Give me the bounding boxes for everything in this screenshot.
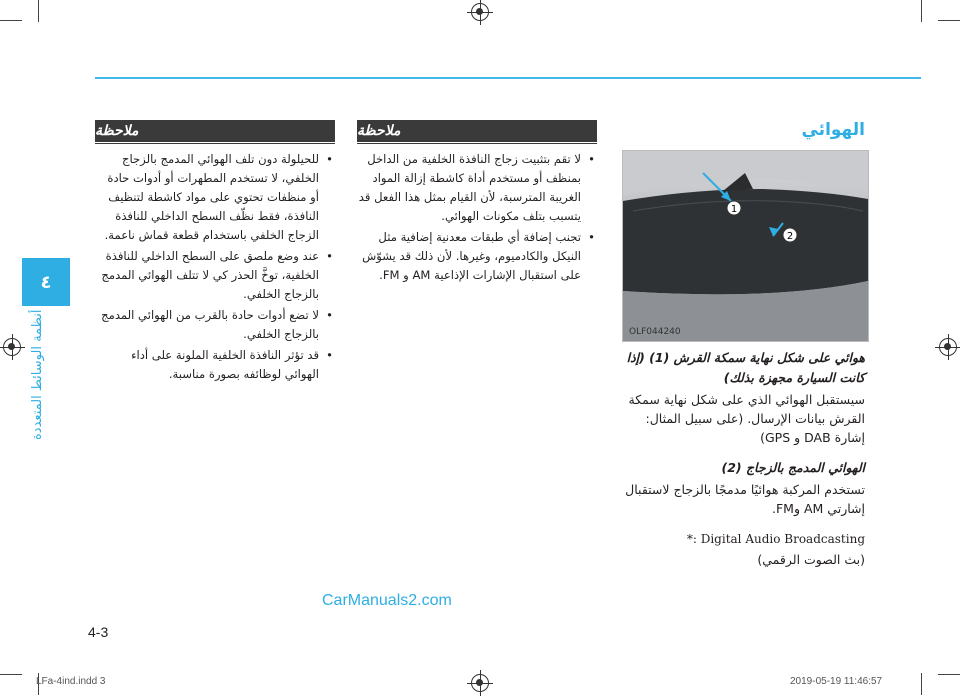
footnote-en: *: Digital Audio Broadcasting [686, 532, 865, 546]
date-slug: 2019-05-19 11:46:57 [790, 676, 883, 687]
note-list [357, 150, 597, 287]
crop-mark [0, 20, 22, 21]
rear-window-antenna-photo [622, 150, 869, 342]
registration-mark-icon [471, 674, 489, 692]
chapter-tab [22, 258, 70, 306]
photo-code: OLF044240 [629, 327, 681, 337]
list-item: • قد تؤثر النافذة الخلفية الملونة على أداء الهوائي لوظائفه بصورة مناسبة. [95, 346, 335, 384]
note-underline [95, 143, 335, 144]
crop-mark [938, 20, 960, 21]
list-item: • لا تضع أدوات حادة بالقرب من الهوائي المدمج بالزجاج الخلفي. [95, 306, 335, 344]
list-item: • عند وضع ملصق على السطح الداخلي للنافذة الخلفية، توخَّ الحذر كي لا تتلف الهوائي المدمج بالزجاج الخلفي. [95, 247, 335, 304]
item1-title: هوائي على شكل نهاية سمكة القرش (1) (إذا كانت السيارة مجهزة بذلك) [626, 350, 865, 385]
car-rear-illustration [623, 151, 868, 341]
crop-mark [0, 674, 22, 675]
crop-mark [938, 674, 960, 675]
item2-text: تستخدم المركبة هوائيًا مدمجًا بالزجاج لاستقبال إشارتي AM وFM. [625, 482, 865, 516]
section-title: الهوائي [801, 120, 865, 140]
footnote-ar: (بث الصوت الرقمي) [757, 552, 865, 567]
item2-title: الهوائي المدمج بالزجاج (2) [721, 460, 865, 475]
page-number: 4-3 [88, 624, 109, 640]
note-underline [357, 143, 597, 144]
file-slug: LFa-4ind.indd 3 [36, 676, 106, 687]
list-item: • لا تقم بتثبيت زجاج النافذة الخلفية من الداخل بمنظف أو مستخدم أداة كاشطة إزالة المواد الغريبة المترسبة، لأن القيام بمثل هذا الفعل قد يتسبب بتلف مكونات الهوائي. [357, 150, 597, 226]
item1-text: سيستقبل الهوائي الذي على شكل نهاية سمكة القرش بيانات الإرسال. (على سبيل المثال: إشارة DAB و GPS) [628, 392, 865, 445]
crop-mark [921, 673, 922, 695]
callout-2: 2 [786, 231, 794, 242]
registration-mark-icon [471, 3, 489, 21]
crop-mark [38, 0, 39, 22]
watermark: CarManuals2.com [322, 592, 452, 609]
note-list [95, 150, 335, 386]
chapter-number: ٤ [40, 271, 52, 293]
note-heading [357, 120, 597, 142]
header-rule [95, 77, 921, 79]
list-item: • للحيلولة دون تلف الهوائي المدمج بالزجاج الخلفي، لا تستخدم المطهرات أو أدوات حادة أو منظفات تحتوي على مواد كاشطة لتنظيف النافذة، فقط نظّف السطح الداخلي للنافذة الزجاج الخلفي باستخدام قطعة قماش ناعمة. [95, 150, 335, 245]
registration-mark-icon [939, 338, 957, 356]
registration-mark-icon [3, 338, 21, 356]
crop-mark [921, 0, 922, 22]
note-heading-text: ملاحظة [357, 123, 401, 139]
callout-1: 1 [730, 204, 738, 215]
note-heading [95, 120, 335, 142]
list-item: • تجنب إضافة أي طبقات معدنية إضافية مثل النيكل والكادميوم، وغيرها. لأن ذلك قد يشوّش على استقبال الإشارات الإذاعية AM و FM. [357, 228, 597, 285]
note-heading-text: ملاحظة [95, 123, 139, 139]
chapter-title: أنظمة الوسائط المتعددة [30, 309, 45, 440]
